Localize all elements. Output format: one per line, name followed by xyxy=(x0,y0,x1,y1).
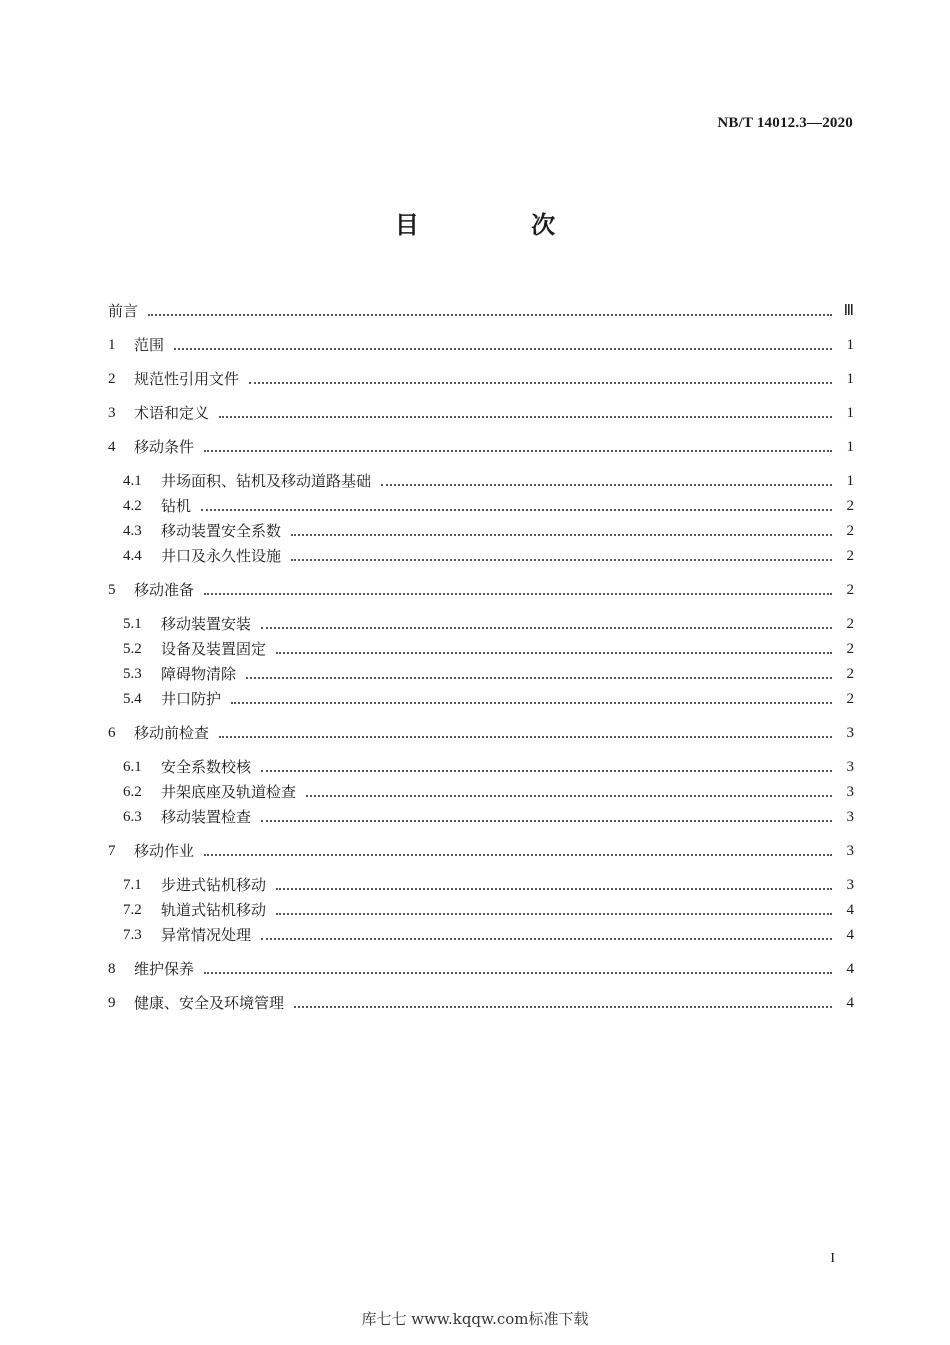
toc-entry-page: 1 xyxy=(846,337,854,353)
toc-entry-label: 井架底座及轨道检查 xyxy=(161,783,297,801)
page-number: I xyxy=(830,1251,835,1266)
toc-entry[interactable] xyxy=(108,579,854,601)
toc-entry-label: 钻机 xyxy=(161,497,192,515)
toc-entry-label: 移动装置安装 xyxy=(161,615,252,633)
dot-leader xyxy=(219,736,832,738)
toc-entry-number: 7.1 xyxy=(123,877,142,893)
toc-entry-number: 2 xyxy=(108,371,116,387)
toc-entry-page: Ⅲ xyxy=(843,303,854,319)
toc-entry-number: 5.4 xyxy=(123,691,142,707)
dot-leader xyxy=(261,770,832,772)
toc-entry-label: 轨道式钻机移动 xyxy=(161,901,267,919)
toc-entry-page: 4 xyxy=(846,927,854,943)
toc-entry-label: 移动准备 xyxy=(134,581,195,599)
toc-entry[interactable] xyxy=(108,663,854,685)
toc-entry-number: 6.3 xyxy=(123,809,142,825)
toc-entry[interactable] xyxy=(108,520,854,542)
toc-entry-page: 2 xyxy=(846,666,854,682)
toc-entry-page: 3 xyxy=(846,725,854,741)
toc-entry[interactable] xyxy=(108,495,854,517)
toc-entry-number: 3 xyxy=(108,405,116,421)
dot-leader xyxy=(291,559,832,561)
toc-entry-number: 4.1 xyxy=(123,473,142,489)
toc-entry[interactable] xyxy=(108,781,854,803)
toc-entry-number: 5.2 xyxy=(123,641,142,657)
toc-entry-page: 3 xyxy=(846,877,854,893)
toc-entry[interactable] xyxy=(108,899,854,921)
toc-entry[interactable] xyxy=(108,924,854,946)
toc-entry-label: 移动装置安全系数 xyxy=(161,522,282,540)
toc-entry-number: 7.2 xyxy=(123,902,142,918)
toc-entry[interactable] xyxy=(108,722,854,744)
toc-entry-page: 2 xyxy=(846,641,854,657)
toc-entry-number: 6.1 xyxy=(123,759,142,775)
toc-entry-label: 异常情况处理 xyxy=(161,926,252,944)
toc-entry-label: 步进式钻机移动 xyxy=(161,876,267,894)
toc-entry[interactable] xyxy=(108,300,854,322)
toc-entry[interactable] xyxy=(108,436,854,458)
toc-entry-page: 2 xyxy=(846,582,854,598)
toc-entry-number: 7.3 xyxy=(123,927,142,943)
toc-entry[interactable] xyxy=(108,806,854,828)
toc-entry-page: 1 xyxy=(846,473,854,489)
toc-entry-label: 障碍物清除 xyxy=(161,665,237,683)
toc-entry-number: 4.4 xyxy=(123,548,142,564)
toc-entry[interactable] xyxy=(108,368,854,390)
toc-entry-page: 3 xyxy=(846,843,854,859)
toc-entry-page: 3 xyxy=(846,784,854,800)
toc-entry[interactable] xyxy=(108,638,854,660)
toc-entry-page: 2 xyxy=(846,691,854,707)
toc-entry-page: 1 xyxy=(846,439,854,455)
dot-leader xyxy=(261,938,832,940)
toc-entry[interactable] xyxy=(108,756,854,778)
dot-leader xyxy=(148,314,832,316)
dot-leader xyxy=(204,854,832,856)
dot-leader xyxy=(204,593,832,595)
dot-leader xyxy=(294,1006,832,1008)
dot-leader xyxy=(219,416,832,418)
dot-leader xyxy=(306,795,832,797)
toc-entry[interactable] xyxy=(108,613,854,635)
toc-entry-label: 移动作业 xyxy=(134,842,195,860)
toc-entry[interactable] xyxy=(108,874,854,896)
toc-entry-number: 8 xyxy=(108,961,116,977)
dot-leader xyxy=(174,348,832,350)
toc-entry-label: 规范性引用文件 xyxy=(134,370,240,388)
toc-entry-label: 移动前检查 xyxy=(134,724,210,742)
toc-entry-page: 1 xyxy=(846,405,854,421)
page-title: 目 次 xyxy=(394,211,608,239)
toc-entry-number: 4.3 xyxy=(123,523,142,539)
toc-entry-label: 移动装置检查 xyxy=(161,808,252,826)
toc-entry-page: 4 xyxy=(846,961,854,977)
toc-entry-label: 范围 xyxy=(134,336,165,354)
toc-entry-page: 4 xyxy=(846,995,854,1011)
document-code: NB/T 14012.3—2020 xyxy=(717,115,853,131)
toc-entry-page: 3 xyxy=(846,759,854,775)
toc-entry[interactable] xyxy=(108,334,854,356)
dot-leader xyxy=(204,972,832,974)
toc-entry-label: 设备及装置固定 xyxy=(161,640,267,658)
toc-entry[interactable] xyxy=(108,470,854,492)
toc-entry-label: 维护保养 xyxy=(134,960,195,978)
dot-leader xyxy=(276,888,832,890)
toc-entry-number: 6 xyxy=(108,725,116,741)
toc-entry-label: 术语和定义 xyxy=(134,404,210,422)
toc-entry-page: 4 xyxy=(846,902,854,918)
watermark-text: 库七七 www.kqqw.com标准下载 xyxy=(361,1310,589,1328)
toc-entry-number: 5 xyxy=(108,582,116,598)
toc-entry-label: 井口防护 xyxy=(161,690,222,708)
toc-entry[interactable] xyxy=(108,402,854,424)
toc-entry-number: 9 xyxy=(108,995,116,1011)
toc-entry-label: 井场面积、钻机及移动道路基础 xyxy=(161,472,372,490)
toc-entry-page: 2 xyxy=(846,498,854,514)
dot-leader xyxy=(201,509,832,511)
toc-entry-number: 7 xyxy=(108,843,116,859)
dot-leader xyxy=(261,820,832,822)
table-of-contents xyxy=(108,300,854,1014)
toc-entry[interactable] xyxy=(108,958,854,980)
toc-entry-number: 4 xyxy=(108,439,116,455)
toc-entry-page: 1 xyxy=(846,371,854,387)
dot-leader xyxy=(261,627,832,629)
toc-entry-label: 健康、安全及环境管理 xyxy=(134,994,285,1012)
dot-leader xyxy=(204,450,832,452)
toc-entry-page: 3 xyxy=(846,809,854,825)
toc-entry-page: 2 xyxy=(846,616,854,632)
toc-entry-number: 5.3 xyxy=(123,666,142,682)
dot-leader xyxy=(291,534,832,536)
toc-entry-page: 2 xyxy=(846,548,854,564)
dot-leader xyxy=(276,652,832,654)
dot-leader xyxy=(276,913,832,915)
toc-entry-label: 移动条件 xyxy=(134,438,195,456)
dot-leader xyxy=(246,677,832,679)
toc-entry[interactable] xyxy=(108,688,854,710)
toc-entry-label: 井口及永久性设施 xyxy=(161,547,282,565)
toc-entry[interactable] xyxy=(108,992,854,1014)
dot-leader xyxy=(381,484,832,486)
toc-entry-number: 5.1 xyxy=(123,616,142,632)
toc-entry-label: 安全系数校核 xyxy=(161,758,252,776)
toc-entry[interactable] xyxy=(108,840,854,862)
toc-entry-number: 1 xyxy=(108,337,116,353)
toc-entry[interactable] xyxy=(108,545,854,567)
toc-entry-number: 4.2 xyxy=(123,498,142,514)
toc-entry-label: 前言 xyxy=(108,302,139,320)
toc-entry-page: 2 xyxy=(846,523,854,539)
toc-entry-number: 6.2 xyxy=(123,784,142,800)
dot-leader xyxy=(249,382,832,384)
dot-leader xyxy=(231,702,832,704)
